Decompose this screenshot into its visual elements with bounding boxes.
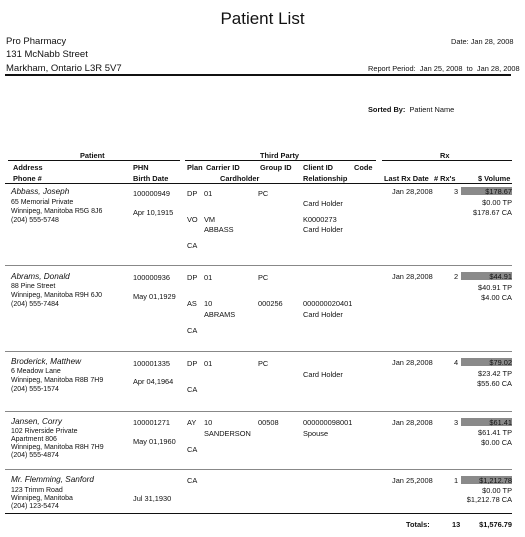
patient-address-line: 123 Trimm Road xyxy=(11,487,63,494)
report-period-from: Jan 25, 2008 xyxy=(419,64,463,73)
volume-ca: $0.00 CA xyxy=(481,438,512,447)
col-code: Code xyxy=(354,163,373,172)
volume-ca: $55.60 CA xyxy=(477,379,512,388)
report-period xyxy=(368,64,520,73)
cardholder: ABBASS xyxy=(204,225,234,234)
plan-code: AY xyxy=(187,418,197,427)
patient-address-line: 88 Pine Street xyxy=(11,283,56,290)
rx-count: 1 xyxy=(454,476,459,485)
volume-tp: $40.91 TP xyxy=(478,283,512,292)
totals-count: 13 xyxy=(452,520,461,529)
row-divider xyxy=(5,351,512,352)
patient-birth-date: Jul 31,1930 xyxy=(133,494,172,503)
last-rx-date: Jan 28,2008 xyxy=(392,418,433,427)
col-group-id: Group ID xyxy=(260,163,292,172)
totals-label: Totals: xyxy=(406,520,430,529)
group-rule-patient xyxy=(8,160,180,161)
col-phone: Phone # xyxy=(13,174,42,183)
report-period-label: Report Period: xyxy=(368,64,416,73)
col-birth-date: Birth Date xyxy=(133,174,169,183)
col-phn: PHN xyxy=(133,163,149,172)
volume-ca: $4.00 CA xyxy=(481,293,512,302)
patient-birth-date: May 01,1929 xyxy=(133,292,176,301)
group-rule-rx xyxy=(382,160,512,161)
group-patient: Patient xyxy=(80,151,105,160)
group-id: 000256 xyxy=(258,299,283,308)
volume-total: $61.41 xyxy=(489,418,512,427)
patient-address-line: 102 Riverside Private xyxy=(11,428,78,435)
patient-address-line: Apartment 806 xyxy=(11,436,57,443)
group-rx: Rx xyxy=(440,151,450,160)
volume-ca: $1,212.78 CA xyxy=(466,495,512,504)
patient-name: Abrams, Donald xyxy=(11,272,70,281)
header-rule xyxy=(5,74,511,76)
plan-code: DP xyxy=(187,273,198,282)
carrier-id: VM xyxy=(204,215,216,224)
patient-phone: (204) 555-7484 xyxy=(11,301,59,308)
plan-code: DP xyxy=(187,359,198,368)
patient-address-line: Winnipeg, Manitoba R5G 8J6 xyxy=(11,208,103,215)
group-id: PC xyxy=(258,359,269,368)
carrier-id: 01 xyxy=(204,273,213,282)
report-period-to: Jan 28, 2008 xyxy=(476,64,520,73)
last-rx-date: Jan 28,2008 xyxy=(392,187,433,196)
report-date: Date: Jan 28, 2008 xyxy=(451,37,514,46)
relationship: Card Holder xyxy=(303,225,343,234)
cardholder: ABRAMS xyxy=(204,310,236,319)
group-rule-third-party xyxy=(185,160,376,161)
patient-name: Broderick, Matthew xyxy=(11,357,82,366)
col-last-rx-date: Last Rx Date xyxy=(384,174,429,183)
volume-tp: $61.41 TP xyxy=(478,428,512,437)
last-rx-date: Jan 28,2008 xyxy=(392,358,433,367)
patient-address-line: 65 Memorial Private xyxy=(11,199,74,206)
relationship: Card Holder xyxy=(303,370,343,379)
plan-code: VO xyxy=(187,215,198,224)
plan-code: DP xyxy=(187,189,198,198)
patient-address-line: 6 Meadow Lane xyxy=(11,368,61,375)
patient-address-line: Winnipeg, Manitoba R9H 6J0 xyxy=(11,292,103,299)
pharmacy-name: Pro Pharmacy xyxy=(6,36,67,47)
last-rx-date: Jan 28,2008 xyxy=(392,272,433,281)
group-id: PC xyxy=(258,189,269,198)
patient-birth-date: Apr 04,1964 xyxy=(133,377,174,386)
col-volume: $ Volume xyxy=(478,174,511,183)
plan-code: CA xyxy=(187,385,198,394)
sorted-by xyxy=(368,105,454,114)
rx-count: 4 xyxy=(454,358,459,367)
group-id: PC xyxy=(258,273,269,282)
column-header-rule xyxy=(5,183,512,184)
patient-birth-date: May 01,1960 xyxy=(133,437,176,446)
col-num-rxs: # Rx's xyxy=(434,174,456,183)
plan-code: CA xyxy=(187,476,198,485)
volume-tp: $0.00 TP xyxy=(482,198,512,207)
patient-phone: (204) 555-4874 xyxy=(11,452,59,459)
group-third-party: Third Party xyxy=(260,151,300,160)
patient-phone: (204) 123-5474 xyxy=(11,503,59,510)
col-carrier-id: Carrier ID xyxy=(206,163,240,172)
patient-birth-date: Apr 10,1915 xyxy=(133,208,174,217)
patient-phn: 100000949 xyxy=(133,189,170,198)
row-divider xyxy=(5,265,512,266)
volume-total: $1,212.78 xyxy=(479,476,512,485)
col-client-id: Client ID xyxy=(303,163,333,172)
patient-phn: 100001271 xyxy=(133,418,170,427)
patient-address-line: Winnipeg, Manitoba R8H 7H9 xyxy=(11,444,104,451)
plan-code: CA xyxy=(187,445,198,454)
patient-address-line: Winnipeg, Manitoba R8B 7H9 xyxy=(11,377,104,384)
carrier-id: 01 xyxy=(204,189,213,198)
volume-total: $178.67 xyxy=(485,187,512,196)
patient-phone: (204) 555-5748 xyxy=(11,217,59,224)
carrier-id: 01 xyxy=(204,359,213,368)
row-divider xyxy=(5,411,512,412)
client-id: 000000020401 xyxy=(303,299,353,308)
sorted-by-label: Sorted By: xyxy=(368,105,406,114)
patient-phn: 100001335 xyxy=(133,359,170,368)
volume-ca: $178.67 CA xyxy=(472,208,512,217)
volume-tp: $0.00 TP xyxy=(482,486,512,495)
last-rx-date: Jan 25,2008 xyxy=(392,476,433,485)
group-id: 00508 xyxy=(258,418,279,427)
row-divider xyxy=(5,469,512,470)
pharmacy-street: 131 McNabb Street xyxy=(6,49,88,60)
plan-code: CA xyxy=(187,326,198,335)
report-period-to-word: to xyxy=(466,64,473,73)
rx-count: 2 xyxy=(454,272,459,281)
patient-name: Abbass, Joseph xyxy=(11,187,70,196)
patient-name: Mr. Flemming, Sanford xyxy=(11,475,94,484)
totals-rule xyxy=(5,513,512,514)
carrier-id: 10 xyxy=(204,418,213,427)
relationship: Card Holder xyxy=(303,310,343,319)
patient-name: Jansen, Corry xyxy=(11,417,62,426)
volume-total: $44.91 xyxy=(489,272,512,281)
rx-count: 3 xyxy=(454,418,459,427)
cardholder: SANDERSON xyxy=(204,429,251,438)
col-relationship: Relationship xyxy=(303,174,348,183)
patient-phone: (204) 555-1574 xyxy=(11,386,59,393)
totals-volume: $1,576.79 xyxy=(479,520,512,529)
rx-count: 3 xyxy=(454,187,459,196)
sorted-by-value: Patient Name xyxy=(409,105,455,114)
plan-code: AS xyxy=(187,299,197,308)
volume-tp: $23.42 TP xyxy=(478,369,512,378)
relationship: Spouse xyxy=(303,429,329,438)
client-id: K0000273 xyxy=(303,215,337,224)
col-plan: Plan xyxy=(187,163,203,172)
patient-phn: 100000936 xyxy=(133,273,170,282)
relationship: Card Holder xyxy=(303,199,343,208)
pharmacy-city: Markham, Ontario L3R 5V7 xyxy=(6,63,122,74)
carrier-id: 10 xyxy=(204,299,213,308)
col-address: Address xyxy=(13,163,43,172)
col-cardholder: Cardholder xyxy=(220,174,260,183)
plan-code: CA xyxy=(187,241,198,250)
volume-total: $79.02 xyxy=(489,358,512,367)
patient-address-line: Winnipeg, Manitoba xyxy=(11,495,73,502)
client-id: 000000098001 xyxy=(303,418,353,427)
report-title: Patient List xyxy=(220,9,305,28)
